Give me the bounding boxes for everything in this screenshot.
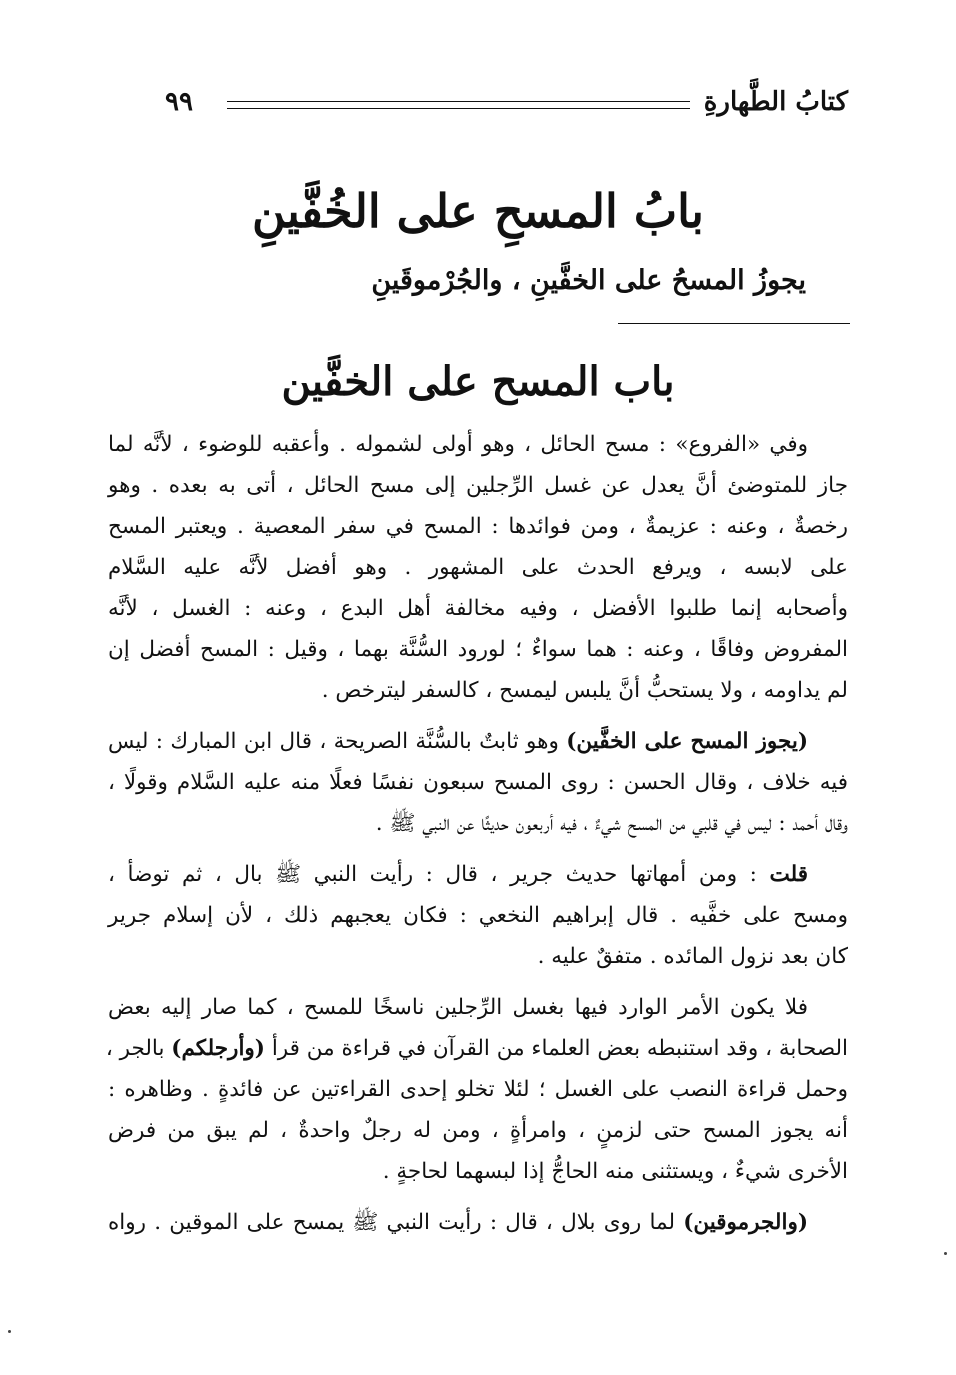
bold-lead: قلت: [769, 862, 808, 887]
text-line: فيه خلاف ، وقال الحسن : روى المسح سبعون نفسًا فعلًا منه عليه السَّلام وقولًا ،: [108, 770, 848, 795]
matn-quote: (والجرموقين): [683, 1210, 808, 1235]
paragraph-4: [105, 987, 848, 1192]
running-head: [165, 82, 848, 122]
text-line: [108, 1202, 848, 1243]
text-line: وحمل قراءة النصب على الغسل ؛ لئلا تخلو إحدى القراءتين عن فائدةٍ . وظاهره :: [108, 1077, 848, 1102]
line-text: : ومن أمهاتها حديث جرير ، قال : رأيت النبي ﷺ بال ، ثم توضأ ،: [108, 862, 770, 887]
line-text: لما روى بلال ، قال : رأيت النبي ﷺ يمسح على الموقين . رواه: [108, 1210, 684, 1235]
paragraph-1: [108, 424, 848, 711]
text-line: فلا يكون الأمر الوارد فيها بغسل الرِّجلين ناسخًا للمسح ، كما صار إليه بعض: [108, 995, 808, 1020]
matn-text: يجوزُ المسحُ على الخفَّينِ ، والجُرْموقَينِ: [371, 265, 806, 296]
matn-quote: (يجوز المسح على الخفَّين): [566, 729, 808, 754]
running-title: كتابُ الطَّهارةِ: [703, 87, 848, 117]
text-line: المفروض وفاقًا ، وعنه : هما سواءٌ ؛ لورود السُّنَّة بهما ، وقيل : المسح أفضل إن: [108, 637, 848, 662]
matn-separator-rule: [618, 323, 850, 324]
page-number: ٩٩: [165, 87, 193, 117]
text-line: أنه يجوز المسح حتى لزمنٍ ، وامرأةٍ ، ومن له رجلٌ واحدةٌ ، لم يبق من فرض: [108, 1118, 848, 1143]
text-line: [105, 1028, 848, 1069]
text-line: كان بعد نزول المائده . متفقٌ عليه .: [537, 944, 848, 969]
text-line: وقال أحمد : ليس في قلبي من المسح شيءٌ ، فيه أربعون حديثًا عن النبي ﷺ .: [375, 811, 848, 836]
text-line: وفي «الفروع» : مسح الحائل ، وهو أولى لشموله . وأعقبه للوضوء ، لأنَّه لما: [108, 432, 808, 457]
text-line: وأصحابه إنما طلبوا الأفضل ، وفيه مخالفة أهل البدع ، وعنه : الغسل ، لأنَّه: [108, 596, 848, 621]
paragraph-3: [108, 854, 848, 977]
matn-chapter-title: بابُ المسحِ على الخُفَّينِ: [252, 184, 704, 238]
line-text: الصحابة ، وقد استنبطه بعض العلماء من القرآن في قراءة من قرأ: [264, 1036, 848, 1061]
text-line: الأخرى شيءٌ ، ويستثنى منه الحاجُّ إذا لبسهما لحاجةٍ .: [382, 1159, 848, 1184]
text-line: لم يداومه ، ولا يستحبُّ أنَّ يلبس ليمسح ، كالسفر ليترخص .: [321, 678, 848, 703]
quran-quote: (وأرجلكم): [171, 1036, 265, 1061]
text-line: [108, 854, 848, 895]
text-line: جاز للمتوضئ أنَّ يعدل عن غسل الرِّجلين إلى مسح الحائل ، أتى به بعده . وهو: [108, 473, 848, 498]
text-line: ومسح على خفَّيه . قال إبراهيم النخعي : فكان يعجبهم ذلك ، لأن إسلام جرير: [108, 903, 848, 928]
paragraph-5: [108, 1202, 848, 1243]
header-rule: [227, 101, 690, 109]
text-line: [108, 721, 848, 762]
line-text: وهو ثابتٌ بالسُّنَّة الصريحة ، قال ابن المبارك : ليس: [108, 729, 567, 754]
scan-speck: [8, 1330, 11, 1333]
line-text: بالجر ،: [105, 1036, 172, 1061]
text-line: رخصةٌ ، وعنه : عزيمةٌ ، ومن فوائدها : المسح في سفر المعصية . ويعتبر المسح: [108, 514, 848, 539]
commentary-body: [105, 424, 848, 1253]
paragraph-2: [108, 721, 848, 844]
scan-speck: [944, 1252, 947, 1255]
text-line: على لابسه ، ويرفع الحدث على المشهور . وهو أفضل لأنَّه عليه السَّلام: [108, 555, 848, 580]
commentary-chapter-title: باب المسح على الخفَّين: [281, 358, 675, 405]
